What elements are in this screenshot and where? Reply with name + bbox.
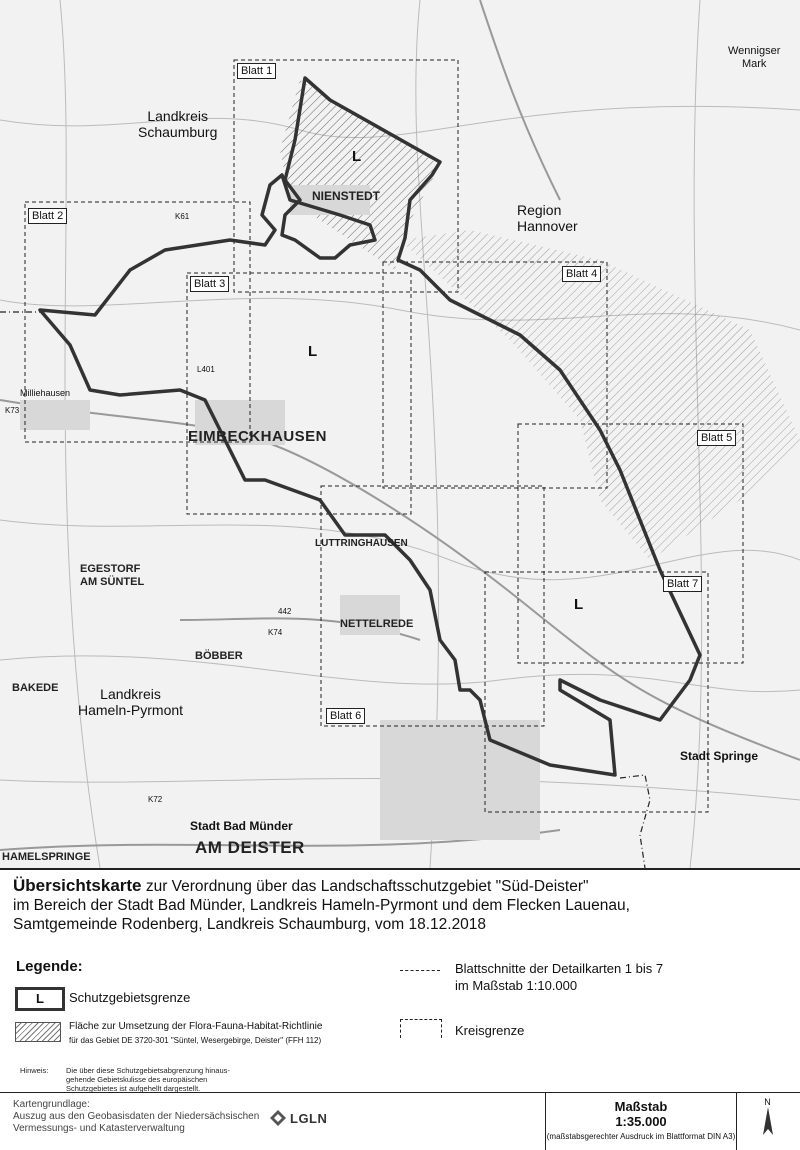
road-label-k72: K72 — [148, 795, 163, 804]
kartengrundlage: Kartengrundlage: Auszug aus den Geobasisdaten der Niedersächsischen Vermessungs- und Katasterverwaltung — [13, 1099, 260, 1134]
legend-schutzgebiet: Schutzgebietsgrenze — [69, 990, 191, 1005]
legend-ffh-sub: für das Gebiet DE 3720-301 "Süntel, Wesergebirge, Deister" (FFH 112) — [69, 1036, 322, 1045]
legend-symbol-boundary: L — [15, 987, 65, 1011]
map-title: Übersichtskarte zur Verordnung über das Landschaftsschutzgebiet "Süd-Deister" im Bereich der Stadt Bad Münder, Landkreis Hameln-Pyrmont und dem Flecken Lauenau, Samtgemeinde Rodenberg, Landkreis Schaumburg, vom 18.12.2018 — [13, 876, 630, 933]
legend-panel — [0, 870, 800, 1149]
footer — [0, 1092, 800, 1150]
blatt-6-label[interactable]: Blatt 6 — [326, 708, 365, 724]
place-nienstedt: NIENSTEDT — [312, 189, 381, 203]
scale-value: 1:35.000 — [615, 1114, 667, 1129]
protected-marker-center: L — [308, 343, 318, 360]
lgln-logo-text: LGLN — [290, 1111, 328, 1126]
legend-kreisgrenze: Kreisgrenze — [455, 1023, 525, 1038]
blatt-1-label[interactable]: Blatt 1 — [237, 63, 276, 79]
road-label-442: 442 — [278, 607, 292, 616]
hinweis-label: Hinweis: — [20, 1066, 49, 1075]
lgln-logo-icon — [268, 1108, 288, 1128]
protected-marker-north: L — [352, 148, 362, 165]
place-am-deister: AM DEISTER — [195, 838, 305, 857]
scale-box — [545, 1093, 737, 1150]
legend-symbol-ffh — [15, 1022, 61, 1042]
legend-heading: Legende: — [16, 958, 83, 975]
blatt-4-label[interactable]: Blatt 4 — [562, 266, 601, 282]
north-label: N — [764, 1097, 771, 1107]
blatt-7-label[interactable]: Blatt 7 — [663, 576, 702, 592]
blatt-3-label[interactable]: Blatt 3 — [190, 276, 229, 292]
legend-symbol-blatt — [400, 970, 440, 971]
place-nettelrede: NETTELREDE — [340, 618, 414, 630]
road-label-k61: K61 — [175, 212, 190, 221]
legend-blatt-1: Blattschnitte der Detailkarten 1 bis 7 — [455, 961, 664, 976]
place-boebber: BÖBBER — [195, 650, 243, 662]
scale-label: Maßstab — [614, 1099, 668, 1114]
region-hameln-pyrmont: Landkreis Hameln-Pyrmont — [78, 686, 184, 719]
city-springe: Stadt Springe — [680, 749, 759, 763]
legend-ffh-main: Fläche zur Umsetzung der Flora-Fauna-Habitat-Richtlinie — [69, 1021, 323, 1032]
road-label-k74: K74 — [268, 628, 283, 637]
place-bakede: BAKEDE — [12, 682, 59, 694]
region-hannover: Region Hannover — [517, 202, 578, 235]
scale-note: (maßstabsgerechter Ausdruck im Blattformat DIN A3) — [546, 1132, 736, 1141]
city-bad-muender: Stadt Bad Münder — [190, 819, 293, 833]
legend-blatt-2: im Maßstab 1:10.000 — [455, 978, 578, 993]
legend-symbol-kreisgrenze — [400, 1019, 442, 1038]
road-label-l401: L401 — [197, 365, 215, 374]
place-wennigser-mark: Wennigser Mark — [728, 45, 781, 70]
place-luttringhausen: LUTTRINGHAUSEN — [315, 538, 408, 549]
place-egestorf: EGESTORF AM SÜNTEL — [80, 563, 145, 588]
kreisgrenze-line — [0, 312, 650, 868]
region-schaumburg: Landkreis Schaumburg — [138, 108, 218, 141]
place-eimbeckhausen: EIMBECKHAUSEN — [188, 428, 328, 445]
place-hamelspringe: HAMELSPRINGE — [2, 851, 91, 863]
protected-marker-east: L — [574, 596, 584, 613]
north-arrow-icon — [762, 1107, 774, 1137]
blatt-5-label[interactable]: Blatt 5 — [697, 430, 736, 446]
place-milliehausen: Milliehausen — [20, 388, 71, 398]
road-label-k73: K73 — [5, 406, 20, 415]
blatt-2-label[interactable]: Blatt 2 — [28, 208, 67, 224]
hinweis-text: Die über diese Schutzgebietsabgrenzung hinaus- gehende Gebietskulisse des europäischen Schutzgebietes ist aufgehellt dargestellt. — [66, 1066, 230, 1093]
north-arrow — [745, 1097, 790, 1142]
